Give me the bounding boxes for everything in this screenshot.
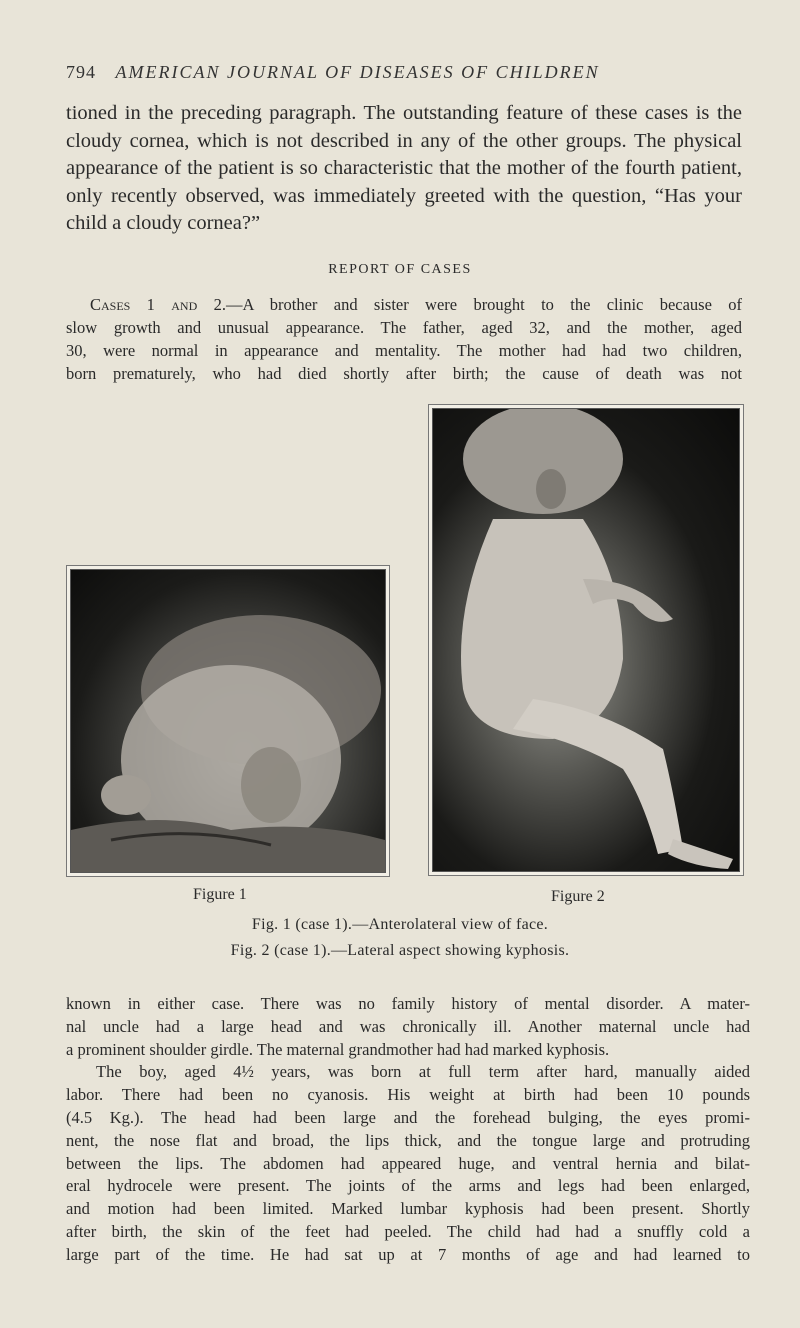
figure-1-label: Figure 1 [193, 886, 247, 903]
continuation-line: eral hydrocele were present. The joints of the arms and legs had been enlarged, [66, 1176, 750, 1196]
continuation-line: and motion had been limited. Marked lumbar kyphosis had been present. Shortly [66, 1199, 750, 1219]
cases-line-4: born prematurely, who had died shortly after birth; the cause of death was not [66, 364, 742, 383]
continuation-line: labor. There had been no cyanosis. His weight at birth had been 10 pounds [66, 1085, 750, 1105]
cases-paragraph [66, 293, 742, 385]
figure-1-photo [70, 569, 386, 873]
figure-2-label: Figure 2 [551, 888, 605, 905]
cases-lead: Cases 1 and 2. [90, 295, 226, 314]
continuation-line: The boy, aged 4½ years, was born at full term after hard, manually aided [96, 1062, 750, 1082]
cases-line-1 [66, 293, 742, 316]
child-face-photo-icon [71, 570, 385, 872]
cases-line-2: slow growth and unusual appearance. The father, aged 32, and the mother, aged [66, 318, 742, 337]
intro-paragraph: tioned in the preceding paragraph. The outstanding feature of these cases is the cloudy cornea, which is not described in any of the other groups. The physical appearance of the patient is so characteristic that the mother of the fourth patient, only recently observed, was immediately greeted with the question, “Has your child a cloudy cornea?” [66, 102, 742, 234]
figure-2-photo [432, 408, 740, 872]
continuation-line: a prominent shoulder girdle. The maternal grandmother had had marked kyphosis. [66, 1039, 610, 1059]
continuation-paragraph [66, 993, 750, 1267]
figure-2-caption: Fig. 2 (case 1).—Lateral aspect showing kyphosis. [230, 942, 570, 959]
journal-title: AMERICAN JOURNAL OF DISEASES OF CHILDREN [115, 62, 600, 82]
running-header [66, 62, 736, 83]
continuation-line: large part of the time. He had sat up at 7 months of age and had learned to [66, 1244, 750, 1264]
continuation-line: nent, the nose flat and broad, the lips thick, and the tongue large and protruding [66, 1130, 750, 1150]
page-number: 794 [66, 62, 96, 82]
child-profile-photo-icon [433, 409, 739, 871]
continuation-line: between the lips. The abdomen had appeared huge, and ventral hernia and bilat- [66, 1153, 750, 1173]
section-heading: REPORT OF CASES [328, 262, 472, 277]
cases-line-1-text: —A brother and sister were brought to the clinic because of [225, 295, 742, 314]
cases-line-3: 30, were normal in appearance and mentality. The mother had had two children, [66, 341, 742, 360]
continuation-line: (4.5 Kg.). The head had been large and the forehead bulging, the eyes promi- [66, 1107, 750, 1127]
continuation-line: nal uncle had a large head and was chronically ill. Another maternal uncle had [66, 1016, 750, 1036]
figure-1-caption: Fig. 1 (case 1).—Anterolateral view of face. [251, 916, 549, 933]
continuation-line: after birth, the skin of the feet had peeled. The child had had a snuffly cold a [66, 1221, 750, 1241]
continuation-line: known in either case. There was no family history of mental disorder. A mater- [66, 994, 750, 1013]
